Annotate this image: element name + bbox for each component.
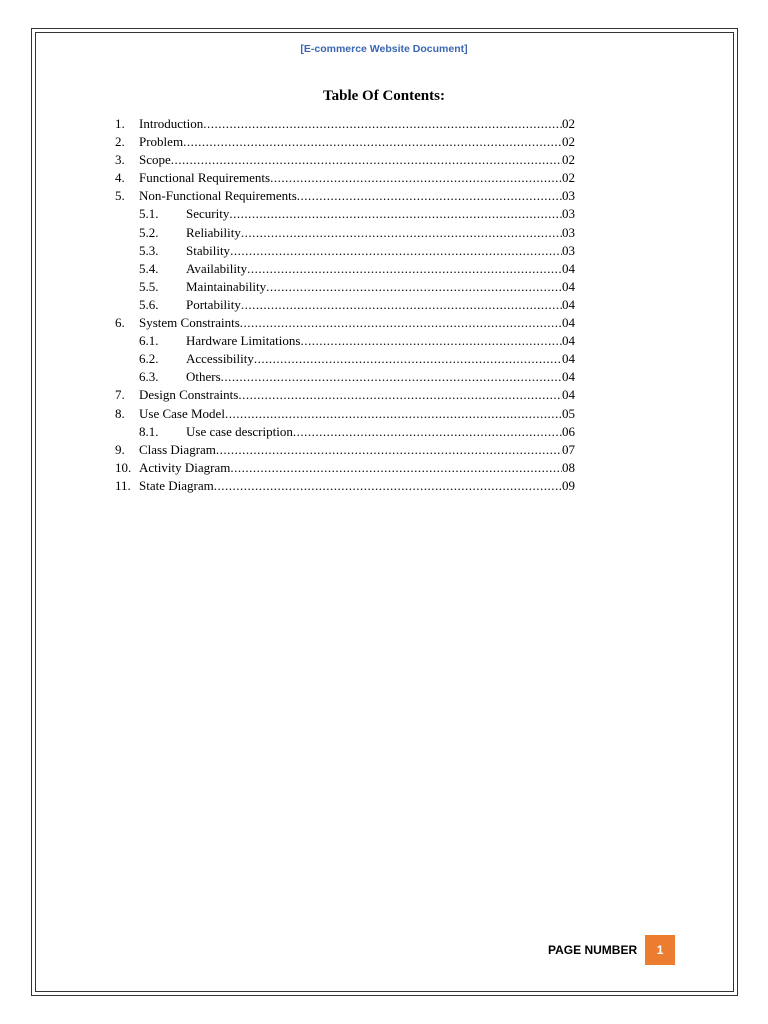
toc-label: Design Constraints [139, 387, 239, 403]
leader-dots [225, 405, 562, 423]
toc-entry[interactable] [115, 115, 575, 133]
toc-entry[interactable] [115, 187, 575, 205]
toc-number: 5.3. [139, 242, 159, 258]
toc-entry[interactable] [115, 405, 575, 423]
toc-number: 5.1. [139, 206, 159, 222]
page-number-badge: 1 [645, 935, 675, 965]
toc-entry[interactable] [115, 169, 575, 187]
toc-subentry[interactable] [115, 260, 575, 278]
toc-page: 05 [562, 405, 575, 421]
toc-number: 6.3. [139, 369, 159, 385]
toc-page: 04 [562, 351, 575, 367]
toc-label: Security [186, 206, 230, 222]
table-of-contents [115, 115, 575, 495]
toc-page: 04 [562, 369, 575, 385]
toc-page: 04 [562, 296, 575, 312]
toc-number: 5.2. [139, 224, 159, 240]
toc-page: 03 [562, 242, 575, 258]
toc-label: Problem [139, 134, 184, 150]
toc-number: 5.6. [139, 296, 159, 312]
leader-dots [241, 296, 562, 314]
toc-number: 3. [115, 152, 125, 168]
toc-title: Table Of Contents: [323, 88, 445, 104]
toc-page: 07 [562, 441, 575, 457]
toc-subentry[interactable] [115, 242, 575, 260]
toc-label: Use case description [186, 423, 293, 439]
toc-entry[interactable] [115, 477, 575, 495]
leader-dots [230, 242, 562, 260]
toc-label: Availability [186, 260, 248, 276]
toc-entry[interactable] [115, 314, 575, 332]
toc-number: 6.1. [139, 333, 159, 349]
toc-number: 8.1. [139, 423, 159, 439]
toc-page: 02 [562, 170, 575, 186]
toc-subentry[interactable] [115, 423, 575, 441]
leader-dots [214, 477, 562, 495]
toc-page: 02 [562, 152, 575, 168]
toc-number: 6.2. [139, 351, 159, 367]
toc-page: 06 [562, 423, 575, 439]
leader-dots [270, 169, 562, 187]
toc-entry[interactable] [115, 459, 575, 477]
leader-dots [240, 314, 562, 332]
toc-number: 6. [115, 315, 125, 331]
leader-dots [293, 423, 562, 441]
toc-number: 4. [115, 170, 125, 186]
toc-label: State Diagram [139, 477, 214, 493]
toc-number: 2. [115, 134, 125, 150]
toc-subentry[interactable] [115, 368, 575, 386]
toc-label: Class Diagram [139, 441, 216, 457]
toc-label: Maintainability [186, 278, 267, 294]
toc-subentry[interactable] [115, 350, 575, 368]
page-footer [548, 935, 675, 965]
leader-dots [300, 332, 562, 350]
toc-page: 04 [562, 333, 575, 349]
toc-page: 02 [562, 134, 575, 150]
toc-page: 04 [562, 260, 575, 276]
toc-label: Activity Diagram [139, 459, 231, 475]
toc-label: Functional Requirements [139, 170, 271, 186]
toc-subentry[interactable] [115, 224, 575, 242]
toc-number: 10. [115, 459, 132, 475]
toc-subentry[interactable] [115, 332, 575, 350]
toc-subentry[interactable] [115, 205, 575, 223]
toc-page: 03 [562, 224, 575, 240]
leader-dots [183, 133, 562, 151]
toc-number: 9. [115, 441, 125, 457]
toc-label: Accessibility [186, 351, 254, 367]
toc-label: Stability [186, 242, 231, 258]
toc-subentry[interactable] [115, 296, 575, 314]
toc-page: 02 [562, 116, 575, 131]
toc-entry[interactable] [115, 133, 575, 151]
leader-dots [266, 278, 562, 296]
toc-page: 09 [562, 477, 575, 493]
leader-dots [241, 224, 562, 242]
toc-label: Non-Functional Requirements [139, 188, 297, 204]
toc-label: Portability [186, 296, 241, 312]
toc-number: 5.5. [139, 278, 159, 294]
toc-label: Others [186, 369, 221, 385]
toc-number: 7. [115, 387, 125, 403]
leader-dots [229, 205, 562, 223]
leader-dots [238, 386, 562, 404]
toc-number: 11. [115, 477, 131, 493]
toc-subentry[interactable] [115, 278, 575, 296]
leader-dots [297, 187, 562, 205]
toc-entry[interactable] [115, 441, 575, 459]
toc-page: 04 [562, 387, 575, 403]
toc-label: Reliability [186, 224, 241, 240]
leader-dots [171, 151, 562, 169]
toc-page: 03 [562, 188, 575, 204]
leader-dots [247, 260, 562, 278]
leader-dots [221, 368, 562, 386]
toc-entry[interactable] [115, 151, 575, 169]
toc-number: 5.4. [139, 260, 159, 276]
toc-label: Hardware Limitations [186, 333, 301, 349]
page-number-label: PAGE NUMBER [548, 943, 638, 957]
document-header: [E-commerce Website Document] [300, 43, 468, 55]
toc-entry[interactable] [115, 386, 575, 404]
toc-number: 1. [115, 116, 125, 131]
toc-label: Introduction [139, 116, 204, 131]
toc-number: 5. [115, 188, 125, 204]
leader-dots [230, 459, 562, 477]
toc-number: 8. [115, 405, 125, 421]
toc-page: 04 [562, 315, 575, 331]
leader-dots [216, 441, 562, 459]
toc-label: System Constraints [139, 315, 240, 331]
toc-label: Scope [139, 152, 171, 168]
toc-label: Use Case Model [139, 405, 225, 421]
toc-page: 08 [562, 459, 575, 475]
leader-dots [203, 115, 562, 133]
leader-dots [254, 350, 562, 368]
toc-page: 04 [562, 278, 575, 294]
toc-page: 03 [562, 206, 575, 222]
